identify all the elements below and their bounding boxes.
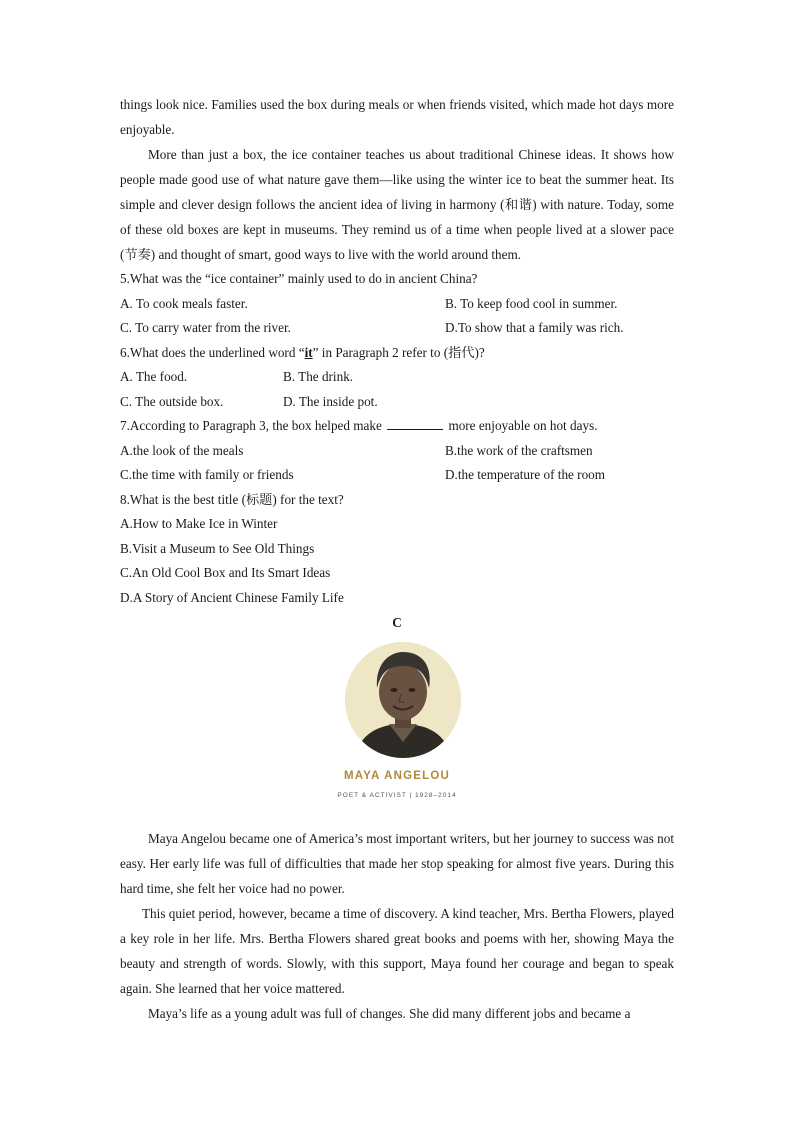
question-5-options-row-1 (120, 292, 674, 317)
question-5-options-row-2 (120, 316, 674, 341)
question-8-option-a[interactable]: A.How to Make Ice in Winter (120, 516, 278, 531)
question-6-stem-after: ” in Paragraph 2 refer to (指代)? (312, 344, 485, 360)
question-7-option-c[interactable]: C.the time with family or friends (120, 467, 294, 482)
question-5-option-a[interactable]: A. To cook meals faster. (120, 295, 248, 311)
paragraph-continued: things look nice. Families used the box during meals or when friends visited, which made hot days more enjoyable. (120, 97, 674, 137)
question-8-stem: 8.What is the best title (标题) for the text? (120, 491, 344, 507)
portrait-subtitle: POET & ACTIVIST | 1928–2014 (337, 792, 457, 799)
question-5 (120, 267, 674, 341)
question-6-option-a[interactable]: A. The food. (120, 369, 188, 384)
answer-blank (387, 417, 443, 430)
paragraph-c1: Maya Angelou became one of America’s most important writers, but her journey to success was not easy. Her early life was full of difficulties that made her stop speaking for almost five years. During this hard time, she felt her voice had no power. (120, 831, 674, 896)
question-5-option-d[interactable]: D.To show that a family was rich. (445, 320, 624, 335)
question-7-options-row-2 (120, 463, 674, 488)
underlined-word: it (304, 344, 313, 360)
question-6-stem-before: 6.What does the underlined word “ (120, 344, 305, 360)
question-8 (120, 488, 674, 611)
question-8-option-b[interactable]: B.Visit a Museum to See Old Things (120, 540, 315, 556)
question-7-option-b[interactable]: B.the work of the craftsmen (445, 442, 593, 458)
question-7-stem-before: 7.According to Paragraph 3, the box helped make (120, 418, 382, 433)
question-6-option-b[interactable]: B. The drink. (283, 369, 354, 384)
portrait-image (345, 642, 461, 758)
question-7-stem (120, 414, 674, 439)
question-7-stem-after: more enjoyable on hot days. (448, 418, 598, 433)
portrait-figure (120, 636, 674, 826)
question-7-option-d[interactable]: D.the temperature of the room (445, 467, 606, 482)
paragraph-c2: This quiet period, however, became a time of discovery. A kind teacher, Mrs. Bertha Flowers, played a key role in her life. Mrs. Bertha Flowers shared great books and poems with her, showing Maya the beauty and strength of words. Slowly, with this support, Maya found her courage and began to speak again. She learned that her voice mattered. (120, 906, 674, 996)
question-8-option-d[interactable]: D.A Story of Ancient Chinese Family Life (120, 589, 344, 605)
question-6 (120, 341, 674, 415)
paragraph-ice-container-ideas: More than just a box, the ice container teaches us about traditional Chinese ideas. It shows how people made good use of what nature gave them—like using the winter ice to beat the summer heat. Its simple and clever design follows the ancient idea of living in harmony (和谐) with nature. Today, some of these old boxes are kept in museums. They remind us of a time when people lived at a slower pace (节奏) and thought of smart, good ways to live with the world around them. (120, 147, 674, 262)
question-5-stem: 5.What was the “ice container” mainly used to do in ancient China? (120, 271, 478, 286)
question-7 (120, 414, 674, 488)
question-5-option-c[interactable]: C. To carry water from the river. (120, 320, 291, 335)
paragraph-c3: Maya’s life as a young adult was full of changes. She did many different jobs and became a (148, 1006, 631, 1021)
question-6-options-row-1 (120, 365, 674, 390)
question-8-option-c[interactable]: C.An Old Cool Box and Its Smart Ideas (120, 565, 331, 580)
section-heading: C (392, 615, 402, 630)
question-5-option-b[interactable]: B. To keep food cool in summer. (445, 295, 618, 311)
question-6-stem (120, 341, 674, 366)
question-6-option-d[interactable]: D. The inside pot. (283, 393, 378, 409)
portrait-name: MAYA ANGELOU (344, 770, 450, 782)
question-7-options-row-1 (120, 439, 674, 464)
portrait-illustration (345, 642, 461, 758)
question-6-options-row-2 (120, 390, 674, 415)
question-7-option-a[interactable]: A.the look of the meals (120, 442, 244, 458)
question-6-option-c[interactable]: C. The outside box. (120, 393, 224, 409)
document-page (120, 92, 674, 1026)
